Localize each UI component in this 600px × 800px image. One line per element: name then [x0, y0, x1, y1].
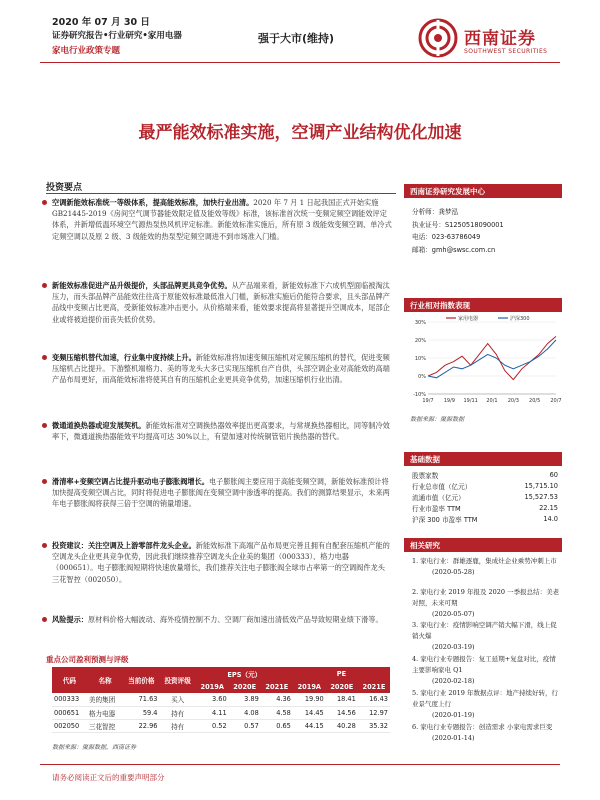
y-tick-label: 10% — [414, 356, 426, 362]
related-item[interactable] — [412, 620, 560, 653]
col-year: 2019A — [293, 680, 326, 693]
cell: 3.89 — [229, 693, 261, 706]
bullet-icon — [42, 543, 47, 548]
header-divider — [40, 62, 560, 63]
forecast-table — [52, 667, 390, 733]
col-price: 当前价格 — [123, 667, 159, 693]
cell: 16.43 — [358, 693, 390, 706]
col-year: 2021E — [358, 680, 390, 693]
cell: 40.28 — [326, 719, 358, 732]
x-tick-label: 20/5 — [529, 398, 541, 404]
cell: 沪深 300 市盈率 TTM — [412, 515, 478, 524]
cell: 股票家数 — [412, 472, 439, 481]
cell: 002050 — [52, 719, 87, 732]
related-text: 6. 家电行业专题报告：创造需求 小家电需求巨变 — [412, 723, 553, 731]
related-date: (2020-02-18) — [432, 677, 475, 685]
x-tick-label: 19/11 — [463, 398, 478, 404]
col-rating: 投资评级 — [160, 667, 196, 693]
table-row — [410, 502, 560, 513]
bullet-bold: 滑清率+变频空调占比提升驱动电子膨胀阀增长。 — [52, 477, 209, 486]
related-date: (2020-01-19) — [432, 711, 475, 719]
related-item[interactable] — [412, 688, 560, 721]
team-title: 西南证券研究发展中心 — [404, 184, 562, 198]
related-item[interactable] — [412, 654, 560, 687]
disclaimer-notice: 请务必阅读正文后的重要声明部分 — [52, 773, 165, 782]
report-topic: 家电行业政策专题 — [52, 46, 121, 56]
related-item[interactable] — [412, 587, 560, 620]
col-year: 2019A — [196, 680, 229, 693]
chart-source: 数据来源：聚源数据 — [410, 416, 465, 423]
bullet-bold: 风险提示： — [52, 615, 88, 624]
cell: 12.97 — [358, 706, 390, 719]
col-eps: EPS（元） — [196, 667, 293, 680]
bullet-icon — [42, 200, 47, 205]
cell: 流通市值（亿元） — [412, 493, 465, 502]
summary-bullet — [52, 352, 392, 386]
table-row — [410, 492, 560, 503]
bullet-text: 新能效标准对空调换热器效率提出更高要求，与常规换热器相比，同等制冷效率下，微通道换热器能效平均提高可达 30%以上，有望加速对传统铜管铝片换热器的替代。 — [52, 421, 390, 442]
bullet-text: 新能效标准下高端产品布局更完善且拥有自配套压缩机产能的空调龙头企业更具竞争优势，因此我们继续推荐空调龙头企业美的集团（000333）、格力电器（000651）。电子膨胀阀短期将快速放量增长，我们推荐关注电子膨胀阀全球市占率第一的空调阀件龙头三花智控（002050）。 — [52, 541, 390, 584]
col-pe: PE — [293, 667, 390, 680]
y-tick-label: 30% — [414, 320, 426, 326]
table-row — [410, 470, 560, 481]
cell: 4.11 — [196, 706, 229, 719]
cell: 4.58 — [261, 706, 293, 719]
cell: 14.0 — [543, 514, 558, 523]
table-row — [52, 693, 390, 706]
cell: 15,715.10 — [524, 482, 558, 491]
bullet-bold: 新能效标准促进产品升级提价，头部品牌更具竞争优势。 — [52, 281, 232, 290]
summary-bullet — [52, 614, 392, 625]
x-tick-label: 20/1 — [486, 398, 498, 404]
bullet-bold: 变频压缩机替代加速，行业集中度持续上升。 — [52, 353, 196, 362]
table-row — [410, 513, 560, 524]
related-text: 4. 家电行业专题报告：复工延期+复盘对比，疫情主要影响家电 Q1 — [412, 655, 556, 674]
report-title: 最严能效标准实施，空调产业结构优化加速 — [138, 123, 462, 143]
chart-title: 行业相对指数表现 — [404, 298, 562, 312]
bullet-bold: 空调新能效标准统一等级体系，提高能效标准，加快行业出清。 — [52, 198, 254, 207]
x-tick-label: 20/7 — [550, 398, 562, 404]
cell: 4.08 — [229, 706, 261, 719]
bullet-bold: 投资建议：关注空调及上游零部件龙头企业。 — [52, 541, 196, 550]
cell: 22.96 — [123, 719, 159, 732]
related-text: 3. 家电行业：疫情影响空调产销大幅下滑，线上促销火爆 — [412, 621, 557, 640]
cell: 59.4 — [123, 706, 159, 719]
table-row — [52, 719, 390, 732]
y-tick-label: 20% — [414, 338, 426, 344]
bullet-icon — [42, 283, 47, 288]
related-text: 1. 家电行业：群雄逐鹿，集成灶企业乘势冲刺上市 — [412, 557, 557, 565]
analyst-license: 执业证号：S1250518090001 — [412, 220, 504, 229]
summary-bullet — [52, 280, 392, 325]
cell: 000651 — [52, 706, 87, 719]
related-date: (2020-01-14) — [432, 734, 475, 742]
x-tick-label: 19/7 — [422, 398, 434, 404]
footer-divider — [40, 764, 560, 765]
logo-emblem-icon — [418, 18, 458, 58]
bullet-icon — [42, 355, 47, 360]
cell: 44.15 — [293, 719, 326, 732]
cell: 14.56 — [326, 706, 358, 719]
cell: 美的集团 — [87, 693, 123, 706]
cell: 60 — [549, 471, 558, 480]
col-code: 代码 — [52, 667, 87, 693]
cell: 22.15 — [539, 503, 558, 512]
cell: 持有 — [160, 706, 196, 719]
related-date: (2020-05-28) — [432, 568, 475, 576]
table-row — [52, 706, 390, 719]
table-source: 数据来源：聚源数据，西南证券 — [52, 744, 137, 751]
table-header-row — [52, 667, 390, 680]
summary-bullet — [52, 476, 392, 510]
y-tick-label: 0% — [418, 374, 426, 380]
legend-label: 沪深300 — [510, 316, 530, 322]
summary-bullet — [52, 420, 392, 442]
col-year: 2020E — [229, 680, 261, 693]
col-year: 2021E — [261, 680, 293, 693]
industry-rating: 强于大市(维持) — [258, 32, 335, 45]
col-name: 名称 — [87, 667, 123, 693]
x-tick-label: 20/3 — [507, 398, 519, 404]
bullet-bold: 微通道换热器或迎发展契机。 — [52, 421, 146, 430]
report-date: 2020 年 07 月 30 日 — [52, 17, 150, 28]
analyst-info — [412, 206, 504, 256]
related-text: 5. 家电行业 2019 年数据点评：地产持续好转，行业景气度上行 — [412, 689, 558, 708]
cell: 0.57 — [229, 719, 261, 732]
x-tick-label: 19/9 — [443, 398, 455, 404]
cell: 格力电器 — [87, 706, 123, 719]
bullet-icon — [42, 423, 47, 428]
cell: 4.36 — [261, 693, 293, 706]
bullet-text: 新能效标准将加速变频压缩机对定频压缩机的替代，促进变频压缩机占比提升。下游整机端格力、美的等龙头大多已实现压缩机自产自供，头部空调企业对高能效的高端产品布局更好，而高能效标准将使其自有的压缩机企业更具竞争优势，加速压缩机行业出清。 — [52, 353, 390, 385]
report-type: 证券研究报告•行业研究•家用电器 — [52, 31, 182, 41]
related-item[interactable] — [412, 722, 560, 744]
cell: 0.52 — [196, 719, 229, 732]
cell: 35.32 — [358, 719, 390, 732]
cell: 行业市盈率 TTM — [412, 504, 461, 513]
logo-text-en: SOUTHWEST SECURITIES — [464, 48, 548, 55]
basic-data-title: 基础数据 — [404, 452, 562, 466]
bullet-text: 2020 年 7 月 1 日起我国正式开始实施 GB21445-2019《房间空气调节器能效限定值及能效等级》标准，该标准首次统一变频定频空调能效评定体系，并新增低温环境空气源热泵热风机评定标准。新能效标准实施后，所有原 3 级能效变频空调、单冷式定频空调以及原 2 级、3 级能效的热泵型定频空调进不到市场准入门槛。 — [52, 198, 392, 241]
related-text: 2. 家电行业 2019 年报及 2020 一季报总结：美老对照，未来可期 — [412, 588, 560, 607]
company-logo — [418, 18, 548, 66]
cell: 14.45 — [293, 706, 326, 719]
logo-text-cn: 西南证券 — [464, 29, 536, 49]
bullet-icon — [42, 479, 47, 484]
cell: 71.63 — [123, 693, 159, 706]
cell: 15,527.53 — [524, 492, 558, 501]
table-row — [410, 481, 560, 492]
summary-bullet — [52, 540, 392, 585]
bullet-text: 电子膨胀阀主要应用于高能变频空调，新能效标准预计将加快提高变频空调占比，同时将促进电子膨胀阀在变频空调中渗透率的提高。我们的测算结果显示，未来两年电子膨胀阀将获得三倍于空调的销量增速。 — [52, 477, 390, 509]
cell: 持有 — [160, 719, 196, 732]
basic-data-table — [410, 470, 560, 524]
bullet-icon — [42, 617, 47, 622]
related-date: (2020-05-07) — [432, 610, 475, 618]
cell: 18.41 — [326, 693, 358, 706]
bullet-text: 原材料价格大幅波动、海外疫情控制不力、空调厂商加速出清低效产品导致短期业绩下滑等。 — [87, 615, 383, 624]
summary-bullet — [52, 197, 392, 242]
summary-divider — [46, 193, 396, 194]
cell: 买入 — [160, 693, 196, 706]
relative-performance-chart — [406, 314, 562, 410]
bullet-text: 从产品端来看，新能效标准下六成机型面临被淘汰压力，而头部品牌产品能效往往高于原能效标准最低准入门槛，新标准实施后仍能符合要求，且头部品牌产品线中变频占比更高，受新能效标准冲击更小。从价格端来看，能效要求提高将显著提升空调成本，尾部企业或将被迫提价而丧失低价优势。 — [52, 281, 390, 324]
cell: 行业总市值（亿元） — [412, 483, 472, 492]
series-line-csi300 — [428, 340, 556, 378]
related-research-title: 相关研究 — [404, 538, 562, 552]
summary-heading: 投资要点 — [46, 183, 83, 193]
analyst-phone: 电话：023-63786049 — [412, 233, 481, 241]
legend-label: 家用电器 — [458, 316, 479, 322]
cell: 3.60 — [196, 693, 229, 706]
cell: 000333 — [52, 693, 87, 706]
analyst-name: 分析师：龚梦泓 — [412, 208, 459, 216]
analyst-email[interactable]: 邮箱：gmh@swsc.com.cn — [412, 245, 496, 254]
cell: 19.90 — [293, 693, 326, 706]
related-item[interactable] — [412, 556, 560, 578]
cell: 0.65 — [261, 719, 293, 732]
col-year: 2020E — [326, 680, 358, 693]
y-tick-label: -10% — [413, 392, 426, 398]
cell: 三花智控 — [87, 719, 123, 732]
related-date: (2020-03-19) — [432, 643, 475, 651]
forecast-table-title: 重点公司盈利预测与评级 — [46, 655, 129, 664]
